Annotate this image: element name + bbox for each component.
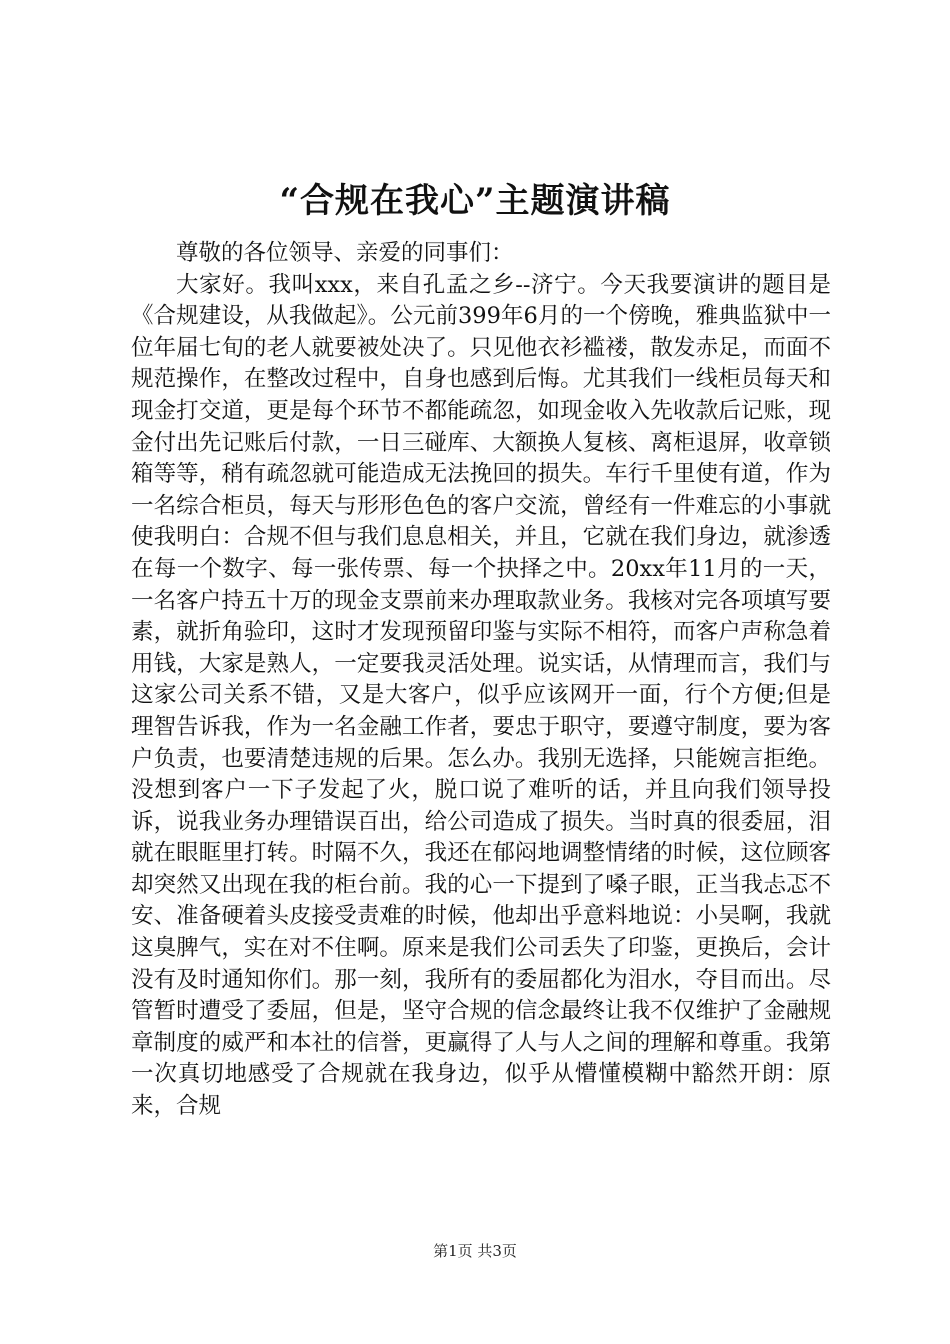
page-indicator: 第1页 共3页 bbox=[433, 1242, 517, 1260]
document-body bbox=[131, 238, 831, 1123]
greeting-paragraph: 尊敬的各位领导、亲爱的同事们： bbox=[176, 240, 514, 266]
main-paragraph: 大家好。我叫xxx，来自孔孟之乡--济宁。今天我要演讲的题目是《合规建设，从我做起》。公元前399年6月的一个傍晚，雅典监狱中一位年届七旬的老人就要被处决了。只见他衣衫褴褛，散发赤足，而面不规范操作，在整改过程中，自身也感到后悔。尤其我们一线柜员每天和现金打交道，更是每个环节不都能疏忽，如现金收入先收款后记账，现金付出先记账后付款，一日三碰库、大额换人复核、离柜退屏，收章锁箱等等，稍有疏忽就可能造成无法挽回的损失。车行千里使有道，作为一名综合柜员，每天与形形色色的客户交流，曾经有一件难忘的小事就使我明白：合规不但与我们息息相关，并且，它就在我们身边，就渗透在每一个数字、每一张传票、每一个抉择之中。20xx年11月的一天，一名客户持五十万的现金支票前来办理取款业务。我核对完各项填写要素，就折角验印，这时才发现预留印鉴与实际不相符，而客户声称急着用钱，大家是熟人，一定要我灵活处理。说实话，从情理而言，我们与这家公司关系不错，又是大客户，似乎应该网开一面，行个方便;但是理智告诉我，作为一名金融工作者，要忠于职守，要遵守制度，要为客户负责，也要清楚违规的后果。怎么办。我别无选择，只能婉言拒绝。没想到客户一下子发起了火，脱口说了难听的话，并且向我们领导投诉，说我业务办理错误百出，给公司造成了损失。当时真的很委屈，泪就在眼眶里打转。时隔不久，我还在郁闷地调整情绪的时候，这位顾客却突然又出现在我的柜台前。我的心一下提到了嗓子眼，正当我忐忑不安、准备硬着头皮接受责难的时候，他却出乎意料地说：小吴啊，我就这臭脾气，实在对不住啊。原来是我们公司丢失了印鉴，更换后，会计没有及时通知你们。那一刻，我所有的委屈都化为泪水，夺目而出。尽管暂时遭受了委屈，但是，坚守合规的信念最终让我不仅维护了金融规章制度的威严和本社的信誉，更赢得了人与人之间的理解和尊重。我第一次真切地感受了合规就在我身边，似乎从懵懂模糊中豁然开朗：原来，合规 bbox=[131, 271, 831, 1120]
document-title: “合规在我心”主题演讲稿 bbox=[279, 181, 671, 221]
